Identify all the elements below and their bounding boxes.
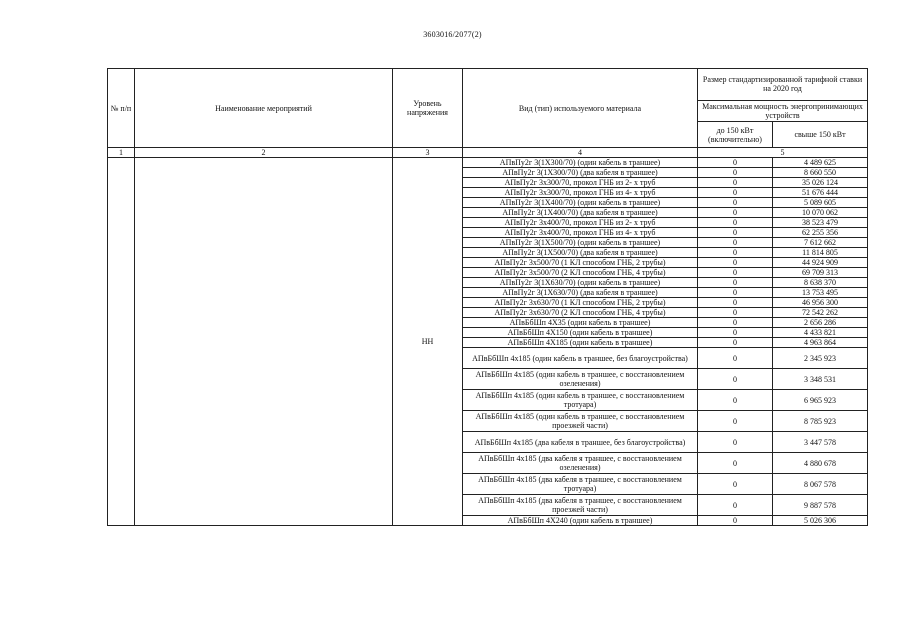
rate-over-150-cell: 62 255 356 [773, 228, 868, 238]
header-name: Наименование мероприятий [135, 69, 393, 148]
rate-up-to-150-cell: 0 [698, 298, 773, 308]
material-cell: АПвБбШп 4Х35 (один кабель в траншее) [463, 318, 698, 328]
rate-up-to-150-cell: 0 [698, 474, 773, 495]
rate-over-150-cell: 7 612 662 [773, 238, 868, 248]
rate-over-150-cell: 2 656 286 [773, 318, 868, 328]
material-cell: АПвБбШп 4х185 (один кабель в траншее, с восстановлением тротуара) [463, 390, 698, 411]
rate-over-150-cell: 4 489 625 [773, 158, 868, 168]
row-number-cell [108, 158, 135, 526]
rate-over-150-cell: 4 433 821 [773, 328, 868, 338]
rate-up-to-150-cell: 0 [698, 495, 773, 516]
header-over-150: свыше 150 кВт [773, 122, 868, 148]
rate-over-150-cell: 5 089 605 [773, 198, 868, 208]
material-cell: АПвПу2г 3х500/70 (2 КЛ способом ГНБ, 4 трубы) [463, 268, 698, 278]
material-cell: АПвБбШп 4х185 (два кабеля в траншее, с восстановлением проезжей части) [463, 495, 698, 516]
material-cell: АПвПу2г 3(1Х630/70) (два кабеля в траншее) [463, 288, 698, 298]
rate-over-150-cell: 44 924 909 [773, 258, 868, 268]
rate-up-to-150-cell: 0 [698, 516, 773, 526]
header-tariff-group: Размер стандартизированной тарифной ставки на 2020 год [698, 69, 868, 101]
rate-up-to-150-cell: 0 [698, 308, 773, 318]
material-cell: АПвБбШп 4Х240 (один кабель в траншее) [463, 516, 698, 526]
rate-over-150-cell: 35 026 124 [773, 178, 868, 188]
header-up-to-150: до 150 кВт (включительно) [698, 122, 773, 148]
material-cell: АПвБбШп 4х185 (один кабель в траншее, без благоустройства) [463, 348, 698, 369]
material-cell: АПвПу2г 3(1Х500/70) (два кабеля в траншее) [463, 248, 698, 258]
material-cell: АПвПу2г 3х500/70 (1 КЛ способом ГНБ, 2 трубы) [463, 258, 698, 268]
rate-up-to-150-cell: 0 [698, 288, 773, 298]
rate-over-150-cell: 8 660 550 [773, 168, 868, 178]
material-cell: АПвБбШп 4х185 (два кабеля я траншее, с восстановлением озеленения) [463, 453, 698, 474]
rate-over-150-cell: 4 963 864 [773, 338, 868, 348]
rate-over-150-cell: 46 956 300 [773, 298, 868, 308]
tariff-table [107, 68, 868, 526]
material-cell: АПвБбШп 4х185 (два кабеля в траншее, с восстановлением тротуара) [463, 474, 698, 495]
rate-up-to-150-cell: 0 [698, 328, 773, 338]
rate-up-to-150-cell: 0 [698, 453, 773, 474]
column-number: 4 [463, 148, 698, 158]
rate-up-to-150-cell: 0 [698, 338, 773, 348]
rate-up-to-150-cell: 0 [698, 168, 773, 178]
rate-over-150-cell: 8 785 923 [773, 411, 868, 432]
rate-over-150-cell: 3 447 578 [773, 432, 868, 453]
rate-up-to-150-cell: 0 [698, 258, 773, 268]
voltage-level-cell: НН [393, 158, 463, 526]
rate-up-to-150-cell: 0 [698, 318, 773, 328]
material-cell: АПвБбШп 4х185 (один кабель в траншее, с восстановлением озеленения) [463, 369, 698, 390]
rate-over-150-cell: 72 542 262 [773, 308, 868, 318]
rate-up-to-150-cell: 0 [698, 188, 773, 198]
material-cell: АПвПу2г 3х400/70, прокол ГНБ из 2- х труб [463, 218, 698, 228]
header-num: № п/п [108, 69, 135, 148]
table-row [108, 158, 868, 168]
column-number: 1 [108, 148, 135, 158]
rate-up-to-150-cell: 0 [698, 238, 773, 248]
rate-up-to-150-cell: 0 [698, 411, 773, 432]
material-cell: АПвБбШп 4х185 (два кабеля в траншее, без благоустройства) [463, 432, 698, 453]
rate-up-to-150-cell: 0 [698, 228, 773, 238]
rate-over-150-cell: 51 676 444 [773, 188, 868, 198]
material-cell: АПвПу2г 3(1Х630/70) (один кабель в траншее) [463, 278, 698, 288]
rate-up-to-150-cell: 0 [698, 178, 773, 188]
document-number: 3603016/2077(2) [423, 30, 482, 39]
rate-over-150-cell: 9 887 578 [773, 495, 868, 516]
column-number: 5 [698, 148, 868, 158]
material-cell: АПвПу2г 3(1Х400/70) (два кабеля в траншее) [463, 208, 698, 218]
rate-up-to-150-cell: 0 [698, 208, 773, 218]
rate-over-150-cell: 10 070 062 [773, 208, 868, 218]
rate-over-150-cell: 69 709 313 [773, 268, 868, 278]
rate-up-to-150-cell: 0 [698, 268, 773, 278]
rate-over-150-cell: 3 348 531 [773, 369, 868, 390]
header-material: Вид (тип) используемого материала [463, 69, 698, 148]
activity-name-cell [135, 158, 393, 526]
rate-up-to-150-cell: 0 [698, 390, 773, 411]
rate-over-150-cell: 4 880 678 [773, 453, 868, 474]
column-number-row [108, 148, 868, 158]
material-cell: АПвПу2г 3х300/70, прокол ГНБ из 2- х труб [463, 178, 698, 188]
material-cell: АПвБбШп 4Х185 (один кабель в траншее) [463, 338, 698, 348]
rate-over-150-cell: 6 965 923 [773, 390, 868, 411]
rate-up-to-150-cell: 0 [698, 432, 773, 453]
material-cell: АПвПу2г 3(1Х300/70) (два кабеля в траншее) [463, 168, 698, 178]
material-cell: АПвПу2г 3(1Х500/70) (один кабель в траншее) [463, 238, 698, 248]
material-cell: АПвБбШп 4х185 (один кабель в траншее, с восстановлением проезжей части) [463, 411, 698, 432]
rate-over-150-cell: 11 814 805 [773, 248, 868, 258]
rate-up-to-150-cell: 0 [698, 218, 773, 228]
material-cell: АПвПу2г 3х300/70, прокол ГНБ из 4- х труб [463, 188, 698, 198]
material-cell: АПвПу2г 3х630/70 (1 КЛ способом ГНБ, 2 трубы) [463, 298, 698, 308]
rate-over-150-cell: 8 638 370 [773, 278, 868, 288]
header-level: Уровень напряжения [393, 69, 463, 148]
rate-over-150-cell: 8 067 578 [773, 474, 868, 495]
rate-up-to-150-cell: 0 [698, 369, 773, 390]
material-cell: АПвБбШп 4Х150 (один кабель в траншее) [463, 328, 698, 338]
rate-up-to-150-cell: 0 [698, 158, 773, 168]
rate-over-150-cell: 5 026 306 [773, 516, 868, 526]
material-cell: АПвПу2г 3(1Х400/70) (один кабель в траншее) [463, 198, 698, 208]
material-cell: АПвПу2г 3х400/70, прокол ГНБ из 4- х труб [463, 228, 698, 238]
column-number: 2 [135, 148, 393, 158]
header-power-group: Максимальная мощность энергопринимающих устройств [698, 100, 868, 122]
material-cell: АПвПу2г 3х630/70 (2 КЛ способом ГНБ, 4 трубы) [463, 308, 698, 318]
rate-up-to-150-cell: 0 [698, 248, 773, 258]
rate-over-150-cell: 13 753 495 [773, 288, 868, 298]
rate-up-to-150-cell: 0 [698, 198, 773, 208]
rate-over-150-cell: 2 345 923 [773, 348, 868, 369]
material-cell: АПвПу2г 3(1Х300/70) (один кабель в траншее) [463, 158, 698, 168]
rate-up-to-150-cell: 0 [698, 278, 773, 288]
rate-up-to-150-cell: 0 [698, 348, 773, 369]
column-number: 3 [393, 148, 463, 158]
rate-over-150-cell: 38 523 479 [773, 218, 868, 228]
